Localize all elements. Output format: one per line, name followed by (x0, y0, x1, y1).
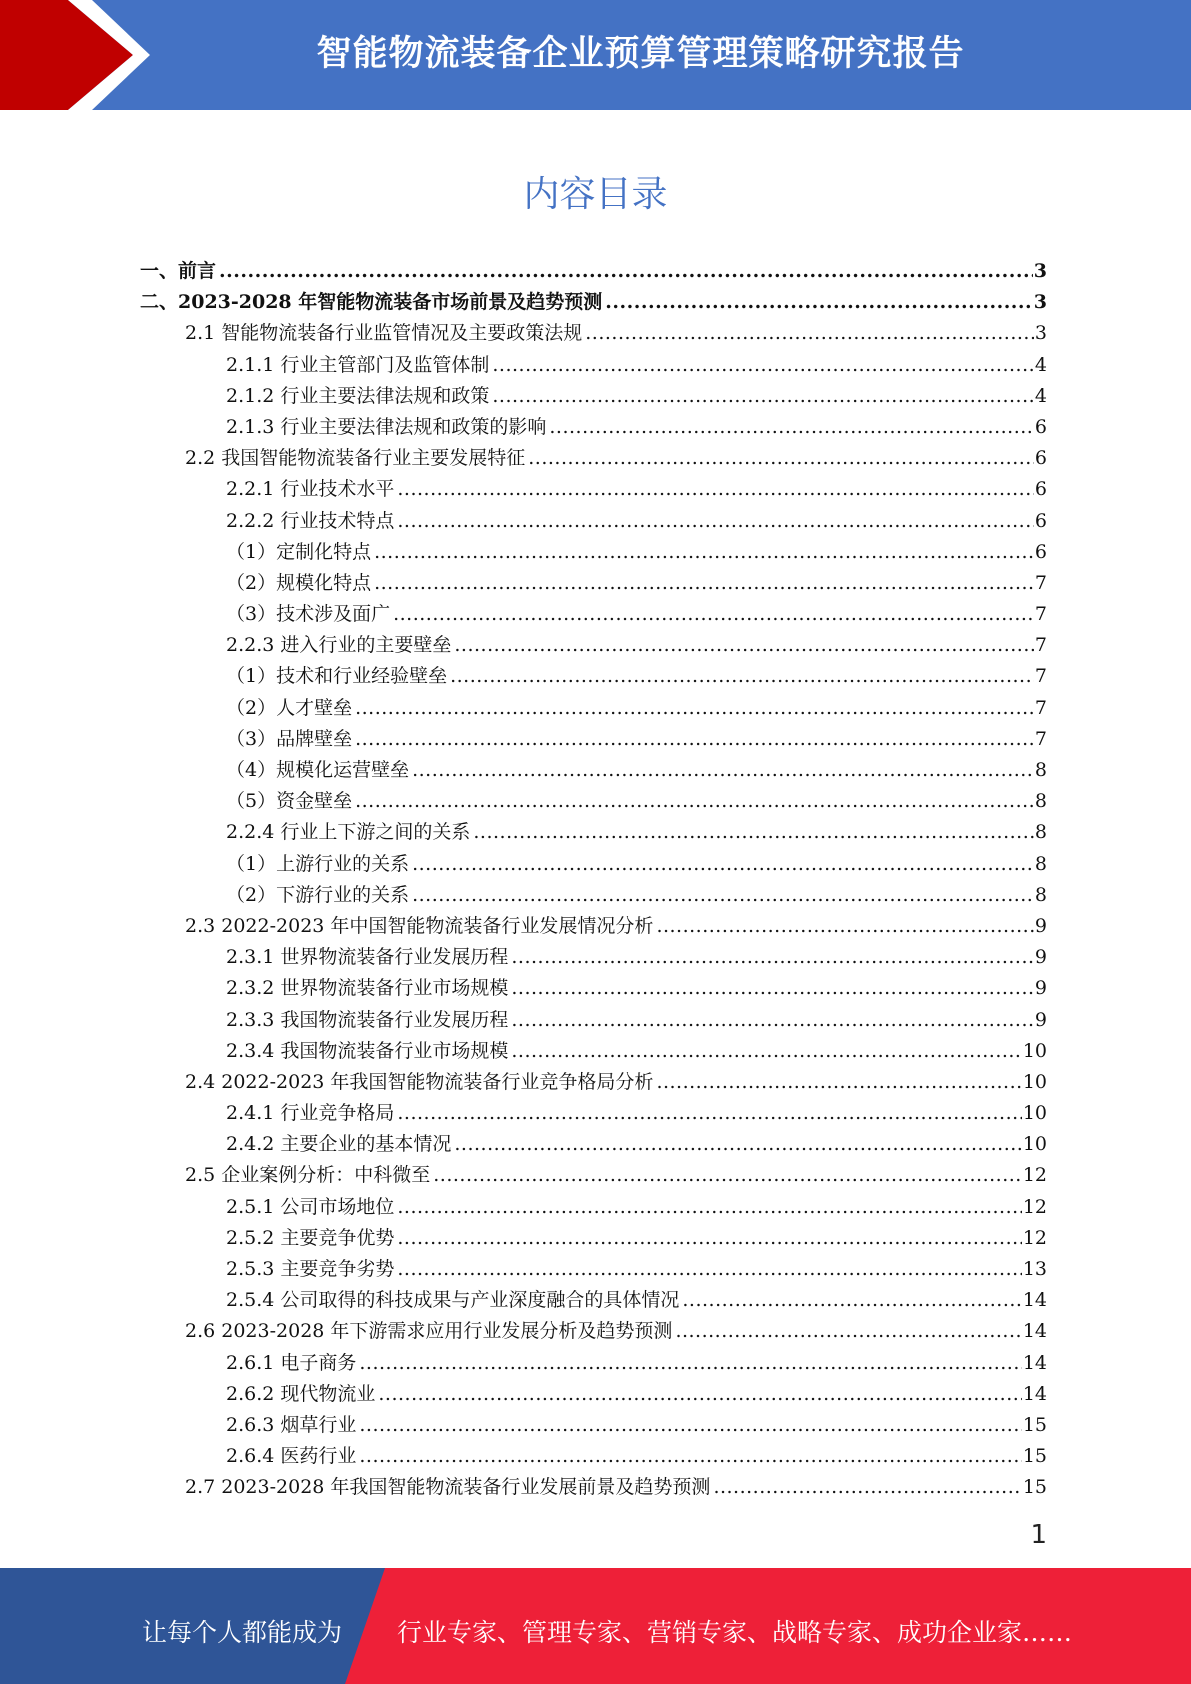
toc-entry[interactable] (140, 1067, 1047, 1098)
toc-entry-label: 2.6.1 电子商务 (226, 1351, 357, 1374)
toc-entry-page: 10 (1022, 1133, 1047, 1156)
toc-leader-dots (433, 1164, 1022, 1186)
toc-entry[interactable] (140, 1348, 1047, 1379)
toc-entry[interactable] (140, 1410, 1047, 1441)
toc-entry-page: 8 (1034, 852, 1047, 875)
toc-entry-label: 2.5.2 主要竞争优势 (226, 1226, 395, 1249)
toc-leader-dots (511, 946, 1034, 968)
toc-entry-label: 2.6.3 烟草行业 (226, 1413, 357, 1436)
toc-entry-page: 12 (1022, 1164, 1047, 1187)
toc-entry[interactable] (140, 412, 1047, 443)
toc-leader-dots (549, 416, 1034, 438)
toc-entry[interactable] (140, 942, 1047, 973)
toc-entry[interactable] (140, 474, 1047, 505)
toc-entry-page: 10 (1022, 1070, 1047, 1093)
toc-entry-page: 6 (1034, 478, 1047, 501)
toc-leader-dots (656, 915, 1033, 937)
toc-entry[interactable] (140, 381, 1047, 412)
toc-entry[interactable] (140, 599, 1047, 630)
toc-entry[interactable] (140, 755, 1047, 786)
toc-leader-dots (682, 1289, 1021, 1311)
toc-leader-dots (355, 728, 1034, 750)
toc-entry-label: （1）定制化特点 (226, 540, 372, 563)
toc-leader-dots (412, 884, 1034, 906)
toc-entry-page: 4 (1034, 384, 1047, 407)
toc-entry[interactable] (140, 1160, 1047, 1191)
toc-entry-label: 2.3.1 世界物流装备行业发展历程 (226, 946, 509, 969)
toc-entry-page: 10 (1022, 1102, 1047, 1125)
toc-entry-page: 4 (1034, 353, 1047, 376)
toc-entry-label: 2.4.2 主要企业的基本情况 (226, 1133, 452, 1156)
toc-entry-page: 7 (1034, 696, 1047, 719)
toc-entry-page: 6 (1034, 447, 1047, 470)
toc-entry-page: 8 (1034, 790, 1047, 813)
toc-entry-label: （4）规模化运营壁垒 (226, 759, 410, 781)
toc-entry-label: 2.4.1 行业竞争格局 (226, 1102, 395, 1125)
toc-entry[interactable] (140, 693, 1047, 724)
toc-leader-dots (454, 1133, 1021, 1155)
toc-entry-label: 2.3.3 我国物流装备行业发展历程 (226, 1008, 509, 1031)
toc-entry-label: 2.3.2 世界物流装备行业市场规模 (226, 977, 509, 1000)
toc-entry[interactable] (140, 1098, 1047, 1129)
toc-entry[interactable] (140, 443, 1047, 474)
toc-entry[interactable] (140, 1379, 1047, 1410)
toc-entry-label: 2.7 2023-2028 年我国智能物流装备行业发展前景及趋势预测 (185, 1476, 711, 1499)
toc-entry-page: 7 (1034, 603, 1047, 626)
toc-entry-page: 14 (1022, 1289, 1047, 1312)
toc-leader-dots (605, 291, 1033, 313)
footer-slogan-right: 行业专家、管理专家、营销专家、战略专家、成功企业家…… (397, 1618, 1073, 1647)
toc-entry-page: 6 (1034, 415, 1047, 438)
toc-entry[interactable] (140, 318, 1047, 349)
toc-leader-dots (359, 1352, 1021, 1374)
toc-entry-label: 2.5 企业案例分析：中科微至 (185, 1164, 431, 1187)
header-banner (0, 0, 1191, 110)
toc-leader-dots (397, 478, 1034, 500)
toc-entry[interactable] (140, 1254, 1047, 1285)
toc-entry-label: 2.2.4 行业上下游之间的关系 (226, 821, 471, 844)
toc-entry-page: 3 (1033, 260, 1047, 282)
toc-leader-dots (492, 385, 1034, 407)
toc-entry[interactable] (140, 350, 1047, 381)
toc-entry-page: 3 (1034, 322, 1047, 345)
toc-leader-dots (450, 665, 1034, 687)
toc-leader-dots (412, 853, 1034, 875)
toc-title: 内容目录 (523, 174, 668, 215)
toc-leader-dots (374, 572, 1034, 594)
toc-entry[interactable] (140, 506, 1047, 537)
toc-leader-dots (393, 603, 1034, 625)
toc-entry[interactable] (140, 1472, 1047, 1503)
toc-entry[interactable] (140, 1129, 1047, 1160)
toc-leader-dots (511, 1040, 1021, 1062)
toc-entry-label: （5）资金壁垒 (226, 790, 353, 813)
toc-entry-label: 2.5.3 主要竞争劣势 (226, 1258, 395, 1280)
toc-entry-page: 12 (1022, 1226, 1047, 1249)
toc-leader-dots (359, 1414, 1021, 1436)
toc-leader-dots (359, 1445, 1021, 1467)
toc-leader-dots (675, 1320, 1021, 1342)
toc-entry-page: 14 (1022, 1382, 1047, 1405)
toc-entry[interactable] (140, 661, 1047, 692)
toc-entry[interactable] (140, 911, 1047, 942)
toc-leader-dots (656, 1071, 1021, 1093)
toc-leader-dots (492, 354, 1034, 376)
toc-entry[interactable] (140, 973, 1047, 1004)
toc-entry[interactable] (140, 880, 1047, 911)
toc-entry[interactable] (140, 256, 1047, 287)
toc-leader-dots (511, 1009, 1034, 1031)
toc-entry-page: 9 (1034, 977, 1047, 1000)
toc-entry[interactable] (140, 1005, 1047, 1036)
toc-entry-page: 8 (1034, 883, 1047, 906)
toc-entry-label: 2.4 2022-2023 年我国智能物流装备行业竞争格局分析 (185, 1070, 654, 1093)
toc-entry-label: 2.2.1 行业技术水平 (226, 478, 395, 501)
toc-entry-label: 2.2 我国智能物流装备行业主要发展特征 (185, 447, 526, 470)
toc-leader-dots (397, 1102, 1021, 1124)
toc-leader-dots (454, 634, 1034, 656)
toc-entry-label: 2.3.4 我国物流装备行业市场规模 (226, 1039, 509, 1062)
toc-entry-label: 2.1 智能物流装备行业监管情况及主要政策法规 (185, 322, 583, 345)
toc-entry-label: 2.2.3 进入行业的主要壁垒 (226, 634, 452, 657)
toc-entry-label: （1）技术和行业经验壁垒 (226, 665, 448, 688)
toc-entry[interactable] (140, 287, 1047, 318)
toc-entry-page: 8 (1034, 759, 1047, 781)
toc-entry-page: 7 (1034, 634, 1047, 657)
toc-entry[interactable] (140, 849, 1047, 880)
toc-entry-label: 一、前言 (140, 260, 217, 282)
toc-entry-label: （2）下游行业的关系 (226, 883, 410, 906)
toc-entry-page: 15 (1022, 1476, 1047, 1499)
toc-entry-label: 2.5.1 公司市场地位 (226, 1195, 395, 1218)
toc-entry[interactable] (140, 630, 1047, 661)
toc-leader-dots (397, 1196, 1021, 1218)
toc-entry-label: 2.6.4 医药行业 (226, 1445, 357, 1468)
toc-leader-dots (397, 1227, 1021, 1249)
toc-entry[interactable] (140, 1036, 1047, 1067)
toc-leader-dots (397, 1258, 1021, 1280)
toc-entry-label: （3）技术涉及面广 (226, 603, 391, 626)
toc-entry-page: 8 (1034, 821, 1047, 844)
toc-entry[interactable] (140, 817, 1047, 848)
toc-entry-label: 2.3 2022-2023 年中国智能物流装备行业发展情况分析 (185, 914, 654, 937)
toc-entry-page: 7 (1034, 727, 1047, 750)
toc-entry[interactable] (140, 1441, 1047, 1472)
toc-leader-dots (528, 447, 1034, 469)
toc-entry-page: 6 (1034, 540, 1047, 563)
toc-leader-dots (378, 1383, 1021, 1405)
toc-entry[interactable] (140, 1192, 1047, 1223)
toc-entry[interactable] (140, 786, 1047, 817)
toc-entry-page: 15 (1022, 1413, 1047, 1436)
page-number: 1 (1030, 1520, 1047, 1550)
toc-entry-label: 2.1.3 行业主要法律法规和政策的影响 (226, 415, 547, 438)
toc-entry-label: 2.1.2 行业主要法律法规和政策 (226, 384, 490, 407)
toc-leader-dots (511, 977, 1034, 999)
table-of-contents (140, 256, 1047, 1504)
toc-entry-page: 9 (1034, 946, 1047, 969)
toc-entry-page: 12 (1022, 1195, 1047, 1218)
toc-leader-dots (473, 821, 1034, 843)
toc-entry-page: 14 (1022, 1351, 1047, 1374)
toc-entry-label: 2.6.2 现代物流业 (226, 1382, 376, 1405)
toc-entry-label: 2.2.2 行业技术特点 (226, 509, 395, 532)
toc-entry[interactable] (140, 1223, 1047, 1254)
toc-entry-page: 9 (1034, 1008, 1047, 1031)
toc-entry-page: 14 (1022, 1320, 1047, 1343)
toc-leader-dots (219, 260, 1033, 282)
toc-leader-dots (713, 1476, 1021, 1498)
footer-slogan-left: 让每个人都能成为 (142, 1618, 343, 1647)
toc-entry-page: 7 (1034, 665, 1047, 688)
toc-entry-label: （2）规模化特点 (226, 571, 372, 594)
toc-entry-page: 6 (1034, 509, 1047, 532)
toc-entry-page: 7 (1034, 571, 1047, 594)
toc-leader-dots (412, 759, 1034, 781)
toc-entry-page: 9 (1034, 914, 1047, 937)
toc-entry-label: 2.6 2023-2028 年下游需求应用行业发展分析及趋势预测 (185, 1320, 673, 1343)
toc-leader-dots (374, 541, 1034, 563)
toc-entry-page: 13 (1022, 1258, 1047, 1280)
toc-entry[interactable] (140, 1285, 1047, 1316)
toc-entry[interactable] (140, 724, 1047, 755)
toc-entry[interactable] (140, 537, 1047, 568)
toc-entry-label: （1）上游行业的关系 (226, 852, 410, 875)
toc-entry-label: （2）人才壁垒 (226, 696, 353, 719)
toc-entry-page: 15 (1022, 1445, 1047, 1468)
toc-entry[interactable] (140, 1316, 1047, 1347)
toc-entry-page: 10 (1022, 1039, 1047, 1062)
report-title: 智能物流装备企业预算管理策略研究报告 (316, 34, 965, 74)
toc-leader-dots (585, 322, 1034, 344)
toc-leader-dots (397, 510, 1034, 532)
toc-leader-dots (355, 697, 1034, 719)
toc-entry-label: 二、2023-2028 年智能物流装备市场前景及趋势预测 (140, 291, 603, 314)
toc-entry-page: 3 (1033, 291, 1047, 314)
toc-entry-label: （3）品牌壁垒 (226, 727, 353, 750)
footer-banner (0, 1568, 1191, 1684)
toc-entry[interactable] (140, 568, 1047, 599)
toc-entry-label: 2.1.1 行业主管部门及监管体制 (226, 353, 490, 376)
toc-leader-dots (355, 790, 1034, 812)
toc-entry-label: 2.5.4 公司取得的科技成果与产业深度融合的具体情况 (226, 1289, 680, 1312)
